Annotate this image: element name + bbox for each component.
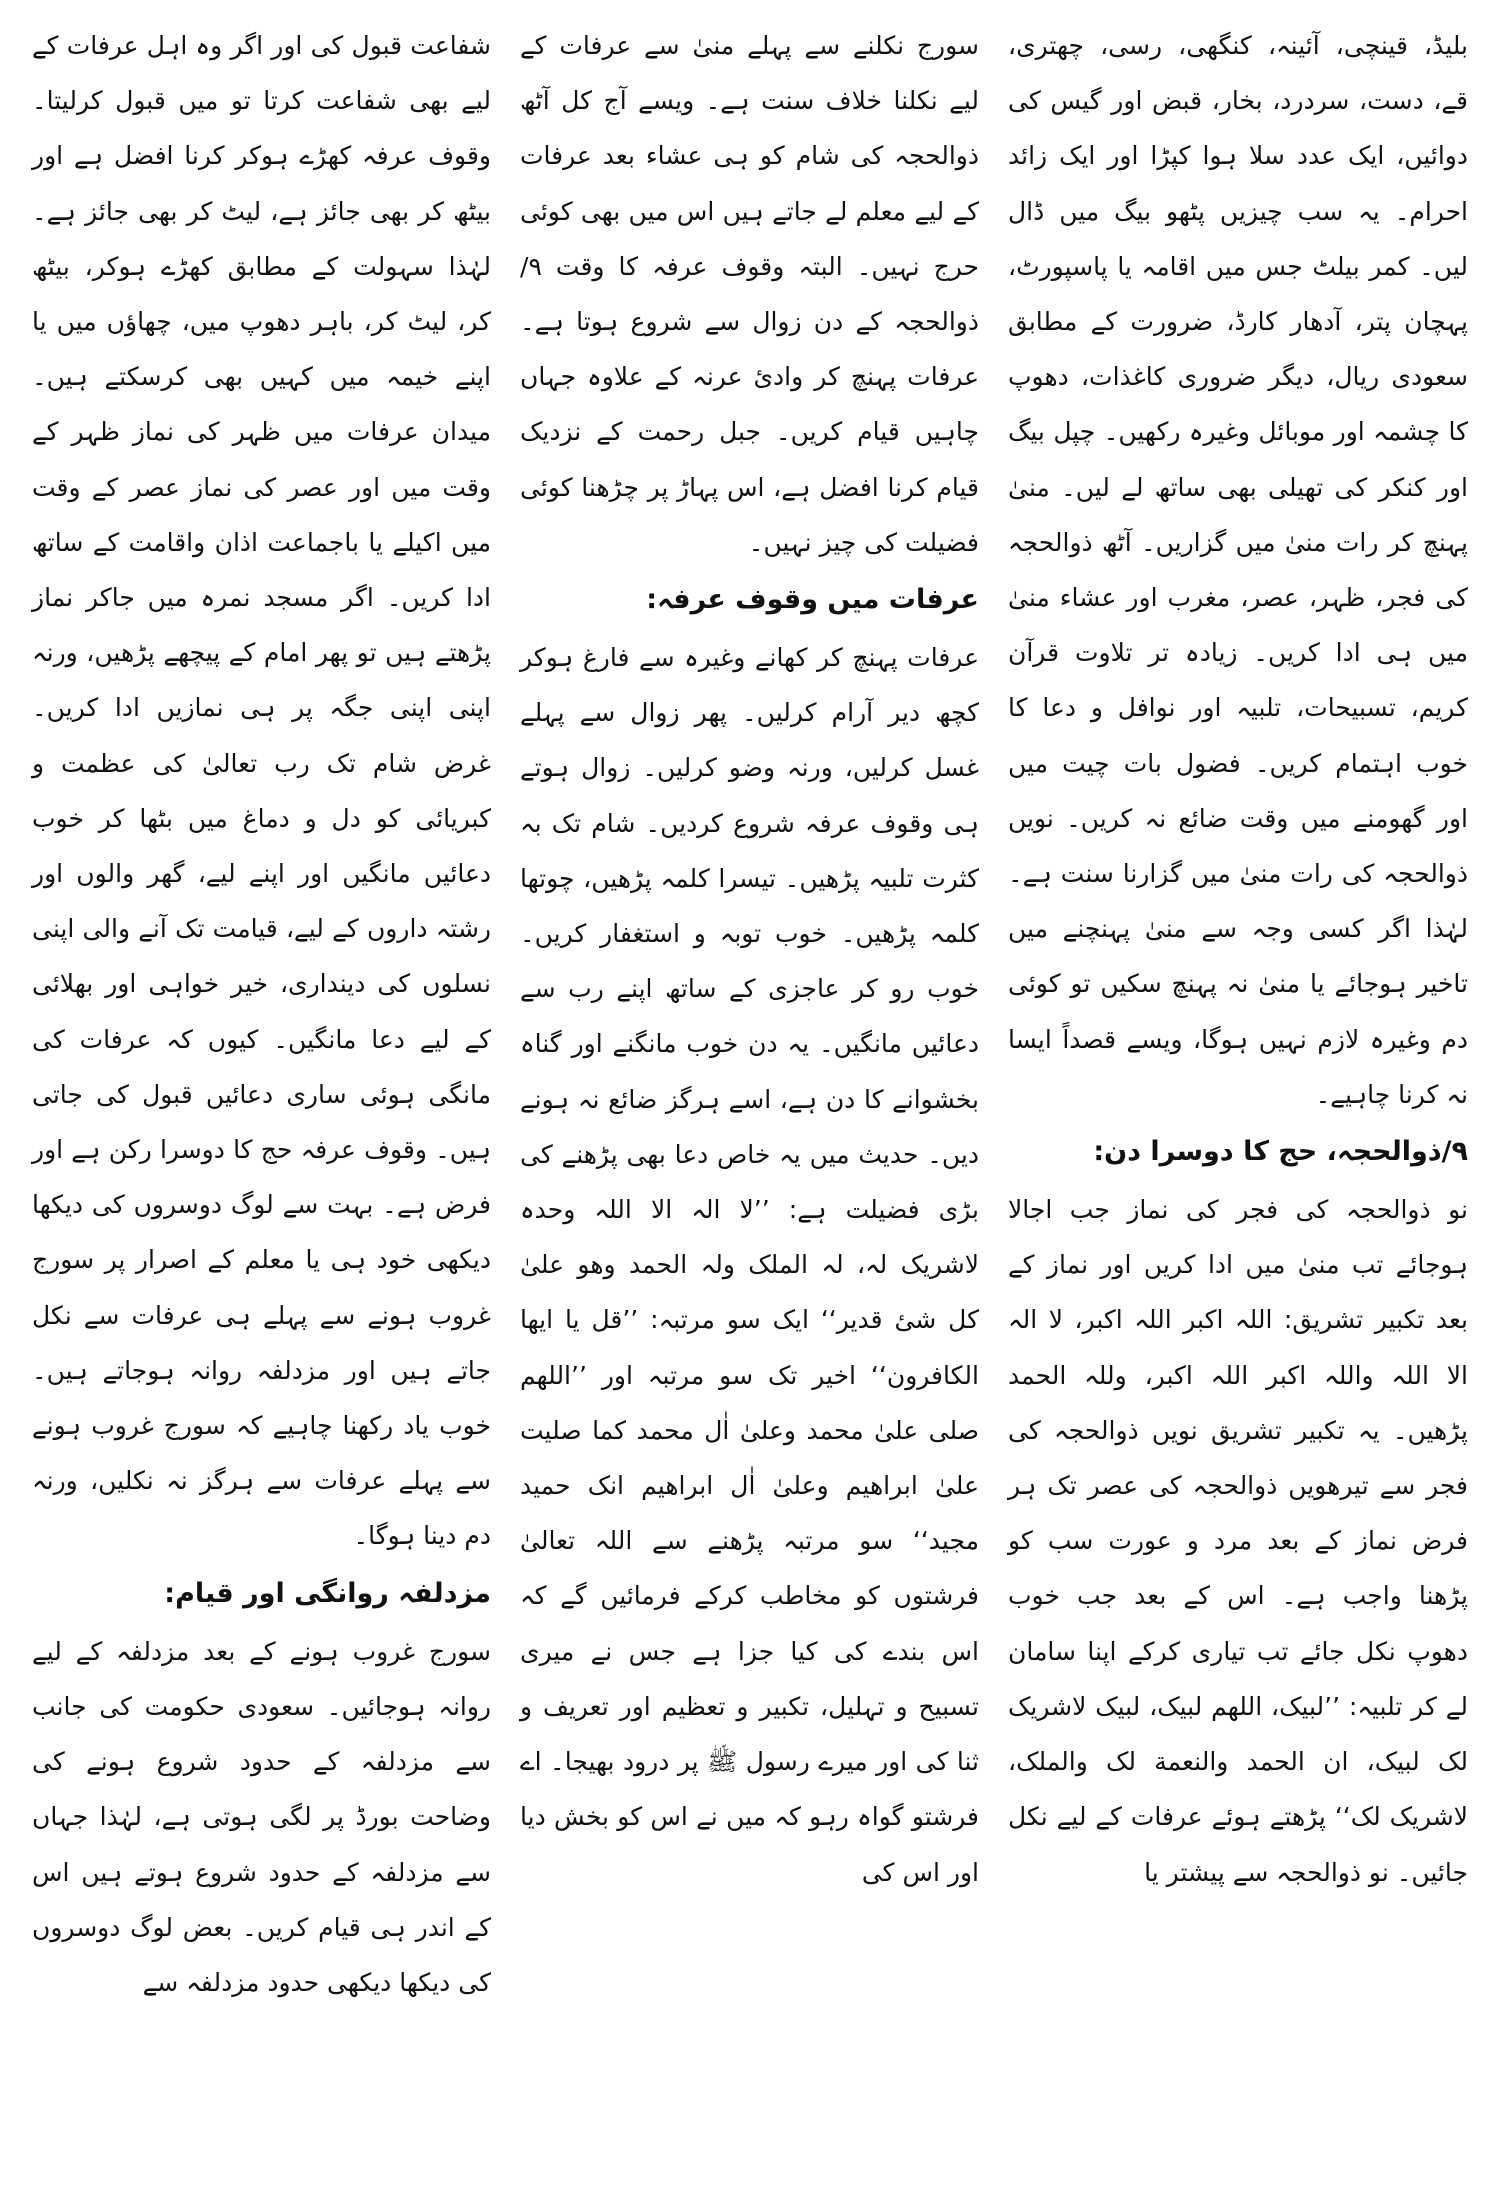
paragraph: بلیڈ، قینچی، آئینہ، کنگھی، رسی، چھتری، قے، دست، سردرد، بخار، قبض اور گیس کی دوائیں، ایک عدد سلا ہوا کپڑا اور ایک زائد احرام۔ یہ سب چیزیں پٹھو بیگ میں ڈال لیں۔ کمر بیلٹ جس میں اقامہ یا پاسپورٹ، پہچان پتر، آدھار کارڈ، ضرورت کے مطابق سعودی ریال، دیگر ضروری کاغذات، دھوپ کا چشمہ اور موبائل وغیرہ رکھیں۔ چپل بیگ اور کنکر کی تھیلی بھی ساتھ لے لیں۔ منیٰ پہنچ کر رات منیٰ میں گزاریں۔ آٹھ ذوالحجہ کی فجر، ظہر، عصر، مغرب اور عشاء منیٰ میں ہی ادا کریں۔ زیادہ تر تلاوت قرآن کریم، تسبیحات، تلبیہ اور نوافل و دعا کا خوب اہتمام کریں۔ فضول بات چیت میں اور گھومنے میں وقت ضائع نہ کریں۔ نویں ذوالحجہ کی رات منیٰ میں گزارنا سنت ہے۔ لہٰذا اگر کسی وجہ سے منیٰ پہنچنے میں تاخیر ہوجائے یا منیٰ نہ پہنچ سکیں تو کوئی دم وغیرہ لازم نہیں ہوگا، ویسے قصداً ایسا نہ کرنا چاہیے۔ [1008, 31, 1468, 1109]
column-left [18, 18, 506, 2182]
paragraph: نو ذوالحجہ کی فجر کی نماز جب اجالا ہوجائے تب منیٰ میں ادا کریں اور نماز کے بعد تکبیر تشریق: اللہ اکبر اللہ اکبر، لا الہ الا اللہ واللہ اکبر اللہ اکبر، وللہ الحمد پڑھیں۔ یہ تکبیر تشریق نویں ذوالحجہ کی فجر سے تیرھویں ذوالحجہ کی عصر تک ہر فرض نماز کے بعد مرد و عورت سب کو پڑھنا واجب ہے۔ اس کے بعد جب خوب دھوپ نکل جائے تب تیاری کرکے اپنا سامان لے کر تلبیہ: ’’لبیک، اللھم لبیک، لبیک لاشریک لک لبیک، ان الحمد والنعمة لک والملک، لاشریک لک‘‘ پڑھتے ہوئے عرفات کے لیے نکل جائیں۔ نو ذوالحجہ سے پیشتر یا [1008, 1195, 1468, 1887]
section-heading: عرفات میں وقوف عرفہ: [646, 584, 979, 616]
section-heading: ۹/ذوالحجہ، حج کا دوسرا دن: [1093, 1136, 1468, 1168]
column-right [994, 18, 1482, 2182]
column-middle [506, 18, 994, 2182]
paragraph: شفاعت قبول کی اور اگر وہ اہل عرفات کے لیے بھی شفاعت کرتا تو میں قبول کرلیتا۔ وقوف عرفہ کھڑے ہوکر کرنا افضل ہے اور بیٹھ کر بھی جائز ہے، لیٹ کر بھی جائز ہے۔ لہٰذا سہولت کے مطابق کھڑے ہوکر، بیٹھ کر، لیٹ کر، باہر دھوپ میں، چھاؤں میں یا اپنے خیمہ میں کہیں بھی کرسکتے ہیں۔ میدان عرفات میں ظہر کی نماز ظہر کے وقت میں اور عصر کی نماز عصر کے وقت میں اکیلے یا باجماعت اذان واقامت کے ساتھ ادا کریں۔ اگر مسجد نمرہ میں جاکر نماز پڑھتے ہیں تو پھر امام کے پیچھے پڑھیں، ورنہ اپنی اپنی جگہ پر ہی نمازیں ادا کریں۔ غرض شام تک رب تعالیٰ کی عظمت و کبریائی کو دل و دماغ میں بٹھا کر خوب دعائیں مانگیں اور اپنے لیے، گھر والوں اور رشتہ داروں کے لیے، قیامت تک آنے والی اپنی نسلوں کی دینداری، خیر خواہی اور بھلائی کے لیے دعا مانگیں۔ کیوں کہ عرفات کی مانگی ہوئی ساری دعائیں قبول کی جاتی ہیں۔ وقوف عرفہ حج کا دوسرا رکن ہے اور فرض ہے۔ بہت سے لوگ دوسروں کی دیکھا دیکھی خود ہی یا معلم کے اصرار پر سورج غروب ہونے سے پہلے ہی عرفات سے نکل جاتے ہیں اور مزدلفہ روانہ ہوجاتے ہیں۔ خوب یاد رکھنا چاہیے کہ سورج غروب ہونے سے پہلے عرفات سے ہرگز نہ نکلیں، ورنہ دم دینا ہوگا۔ [32, 31, 491, 1551]
newspaper-page [18, 18, 1482, 2182]
paragraph: سورج غروب ہونے کے بعد مزدلفہ کے لیے روانہ ہوجائیں۔ سعودی حکومت کی جانب سے مزدلفہ کے حدود شروع ہونے کی وضاحت بورڈ پر لگی ہوتی ہے، لہٰذا جہاں سے مزدلفہ کے حدود شروع ہوتے ہیں اس کے اندر ہی قیام کریں۔ بعض لوگ دوسروں کی دیکھا دیکھی حدود مزدلفہ سے [32, 1636, 491, 1997]
paragraph: عرفات پہنچ کر کھانے وغیرہ سے فارغ ہوکر کچھ دیر آرام کرلیں۔ پھر زوال سے پہلے غسل کرلیں، ورنہ وضو کرلیں۔ زوال ہوتے ہی وقوف عرفہ شروع کردیں۔ شام تک بہ کثرت تلبیہ پڑھیں۔ تیسرا کلمہ پڑھیں، چوتھا کلمہ پڑھیں۔ خوب توبہ و استغفار کریں۔ خوب رو کر عاجزی کے ساتھ اپنے رب سے دعائیں مانگیں۔ یہ دن خوب مانگنے اور گناہ بخشوانے کا دن ہے، اسے ہرگز ضائع نہ ہونے دیں۔ حدیث میں یہ خاص دعا بھی پڑھنے کی بڑی فضیلت ہے: ’’لا الہ الا اللہ وحدہ لاشریک لہ، لہ الملک ولہ الحمد وھو علیٰ کل شیٔ قدیر‘‘ ایک سو مرتبہ: ’’قل یا ایھا الکافرون‘‘ اخیر تک سو مرتبہ اور ’’اللھم صلی علیٰ محمد وعلیٰ اٰل محمد کما صلیت علیٰ ابراھیم وعلیٰ اٰل ابراھیم انک حمید مجید‘‘ سو مرتبہ پڑھنے سے اللہ تعالیٰ فرشتوں کو مخاطب کرکے فرمائیں گے کہ اس بندے کی کیا جزا ہے جس نے میری تسبیح و تہلیل، تکبیر و تعظیم اور تعریف و ثنا کی اور میرے رسول ﷺ پر درود بھیجا۔ اے فرشتو گواہ رہو کہ میں نے اس کو بخش دیا اور اس کی [520, 643, 979, 1887]
paragraph: سورج نکلنے سے پہلے منیٰ سے عرفات کے لیے نکلنا خلاف سنت ہے۔ ویسے آج کل آٹھ ذوالحجہ کی شام کو ہی عشاء بعد عرفات کے لیے معلم لے جاتے ہیں اس میں بھی کوئی حرج نہیں۔ البتہ وقوف عرفہ کا وقت ۹/ذوالحجہ کے دن زوال سے شروع ہوتا ہے۔ عرفات پہنچ کر وادیٔ عرنہ کے علاوہ جہاں چاہیں قیام کریں۔ جبل رحمت کے نزدیک قیام کرنا افضل ہے، اس پہاڑ پر چڑھنا کوئی فضیلت کی چیز نہیں۔ [520, 31, 979, 557]
section-heading: مزدلفہ روانگی اور قیام: [164, 1577, 491, 1609]
